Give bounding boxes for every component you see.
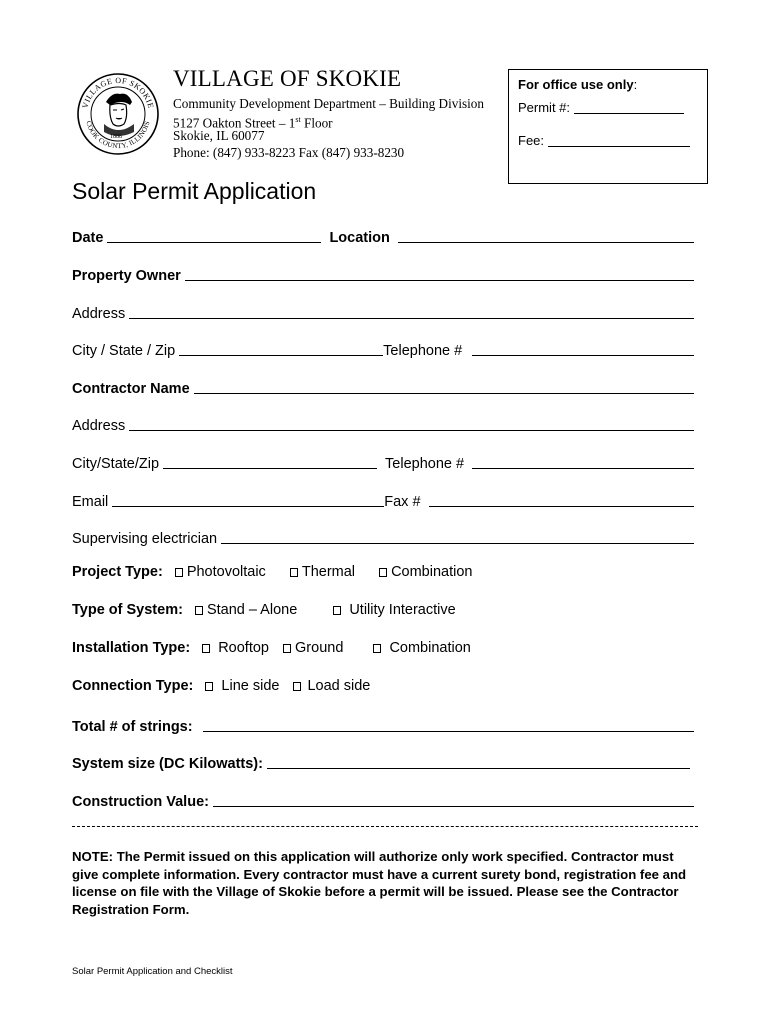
checkbox-icon[interactable] xyxy=(195,606,203,615)
system-size-field[interactable] xyxy=(267,767,690,769)
checkbox-icon[interactable] xyxy=(379,568,387,577)
contractor-telephone-field[interactable] xyxy=(472,467,694,469)
project-type-option-thermal[interactable]: Thermal xyxy=(290,564,355,580)
owner-city-field[interactable] xyxy=(179,354,383,356)
checkbox-icon[interactable] xyxy=(175,568,183,577)
system-type-row xyxy=(72,602,456,622)
total-strings-label: Total # of strings: xyxy=(72,719,193,735)
email-label: Email xyxy=(72,494,109,510)
project-type-label: Project Type: xyxy=(72,564,163,580)
form-title: Solar Permit Application xyxy=(72,178,317,204)
contractor-city-row xyxy=(72,452,698,472)
seal-chief-figure-icon xyxy=(104,94,134,136)
connection-type-label: Connection Type: xyxy=(72,678,194,694)
construction-value-field[interactable] xyxy=(213,805,694,807)
checkbox-icon[interactable] xyxy=(205,682,213,691)
office-fee-label: Fee: xyxy=(518,133,545,148)
property-owner-label: Property Owner xyxy=(72,268,181,284)
office-fee-blank[interactable] xyxy=(548,133,690,147)
checkbox-icon[interactable] xyxy=(290,568,298,577)
department-line: Community Development Department – Building Division xyxy=(173,96,484,111)
checkbox-icon[interactable] xyxy=(202,644,210,653)
location-field[interactable] xyxy=(398,241,694,243)
contractor-name-field[interactable] xyxy=(194,392,694,394)
date-field[interactable] xyxy=(107,241,321,243)
installation-type-option-rooftop[interactable]: Rooftop xyxy=(202,640,269,656)
owner-address-field[interactable] xyxy=(129,317,694,319)
project-type-row xyxy=(72,564,472,584)
village-name: VILLAGE OF SKOKIE xyxy=(173,66,402,91)
project-type-option-photovoltaic[interactable]: Photovoltaic xyxy=(175,564,266,580)
contractor-name-row xyxy=(72,377,698,397)
supervising-electrician-row xyxy=(72,527,698,547)
installation-type-row xyxy=(72,640,471,660)
construction-value-label: Construction Value: xyxy=(72,794,209,810)
system-type-option-utility-interactive[interactable]: Utility Interactive xyxy=(333,602,455,618)
contractor-address-field[interactable] xyxy=(129,429,694,431)
seal-year: 1888 xyxy=(110,134,122,140)
contractor-name-label: Contractor Name xyxy=(72,381,190,397)
contractor-address-row xyxy=(72,414,698,434)
village-seal-logo xyxy=(76,72,160,156)
dashed-divider xyxy=(72,826,698,827)
fax-label: Fax # xyxy=(384,494,421,510)
office-permit-blank[interactable] xyxy=(574,100,684,114)
contractor-city-field[interactable] xyxy=(163,467,377,469)
page-footer: Solar Permit Application and Checklist xyxy=(72,966,233,977)
office-use-box xyxy=(508,69,708,184)
owner-telephone-field[interactable] xyxy=(472,354,694,356)
office-permit-label: Permit #: xyxy=(518,100,571,115)
owner-telephone-label: Telephone # xyxy=(383,343,463,359)
project-type-option-combination[interactable]: Combination xyxy=(379,564,472,580)
seal-ring-top-text: VILLAGE OF SKOKIE xyxy=(80,75,156,110)
city-line: Skokie, IL 60077 xyxy=(173,128,265,143)
system-type-label: Type of System: xyxy=(72,602,183,618)
checkbox-icon[interactable] xyxy=(373,644,381,653)
office-permit-row xyxy=(518,100,684,115)
property-owner-field[interactable] xyxy=(185,279,694,281)
total-strings-row xyxy=(72,715,698,735)
contractor-telephone-label: Telephone # xyxy=(385,456,465,472)
connection-type-option-line-side[interactable]: Line side xyxy=(205,678,279,694)
connection-type-row xyxy=(72,678,370,698)
office-fee-row xyxy=(518,133,690,148)
checkbox-icon[interactable] xyxy=(333,606,341,615)
checkbox-icon[interactable] xyxy=(293,682,301,691)
svg-text:VILLAGE OF SKOKIE xyxy=(81,76,156,109)
supervising-electrician-field[interactable] xyxy=(221,542,694,544)
fax-field[interactable] xyxy=(429,505,694,507)
installation-type-option-combination[interactable]: Combination xyxy=(373,640,470,656)
email-fax-row xyxy=(72,490,698,510)
owner-city-label: City / State / Zip xyxy=(72,343,176,359)
phone-fax-line: Phone: (847) 933-8223 Fax (847) 933-8230 xyxy=(173,145,405,160)
connection-type-option-load-side[interactable]: Load side xyxy=(293,678,370,694)
email-field[interactable] xyxy=(112,505,384,507)
installation-type-option-ground[interactable]: Ground xyxy=(283,640,343,656)
owner-address-label: Address xyxy=(72,306,126,322)
owner-address-row xyxy=(72,302,698,322)
property-owner-row xyxy=(72,264,698,284)
installation-type-label: Installation Type: xyxy=(72,640,191,656)
street-line: 5127 Oakton Street – 1st Floor xyxy=(173,115,333,131)
office-use-title: For office use only: xyxy=(518,77,638,92)
date-label: Date xyxy=(72,230,104,246)
checkbox-icon[interactable] xyxy=(283,644,291,653)
contractor-city-label: City/State/Zip xyxy=(72,456,160,472)
supervising-electrician-label: Supervising electrician xyxy=(72,531,218,547)
system-size-label: System size (DC Kilowatts): xyxy=(72,756,263,772)
contractor-address-label: Address xyxy=(72,418,126,434)
construction-value-row xyxy=(72,790,698,810)
owner-city-row xyxy=(72,339,698,359)
permit-note: NOTE: The Permit issued on this application will authorize only work specified. Contractor must give complete information. Every contractor must have a current surety bond, registration fee and license on file with the Village of Skokie before a permit will be issued. Please see the Contractor Registration Form. xyxy=(72,849,687,917)
seal-ring-bottom-text: COOK COUNTY, ILLINOIS xyxy=(84,120,152,151)
system-size-row xyxy=(72,752,698,772)
system-type-option-stand-alone[interactable]: Stand – Alone xyxy=(195,602,297,618)
date-location-row xyxy=(72,226,698,246)
total-strings-field[interactable] xyxy=(203,730,694,732)
location-label: Location xyxy=(329,230,390,246)
